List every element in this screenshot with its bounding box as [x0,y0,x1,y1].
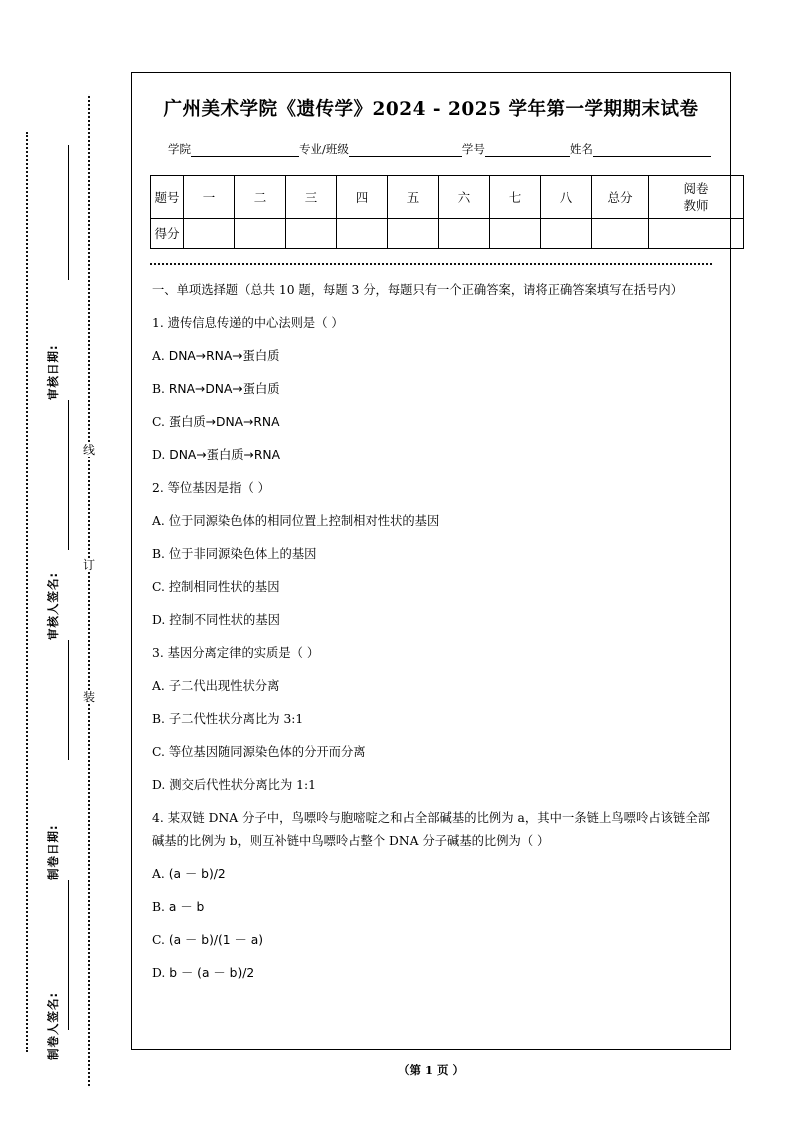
question-1-option-b-text: RNA→DNA→蛋白质 [168,381,280,396]
page-footer: （第 1 页 ） [397,1063,464,1077]
margin-rule-2 [68,400,69,550]
grader-label-line2: 教师 [683,198,709,213]
field-college-input[interactable] [191,144,299,157]
question-4-option-b-label: B. [152,900,165,915]
question-1-option-a-label: A. [152,348,165,363]
table-cell-q2: 二 [235,176,286,219]
question-1-number: 1. [152,315,164,330]
table-cell-q1: 一 [184,176,235,219]
question-1-option-c-label: C. [152,414,165,429]
question-3-option-d-label: D. [152,777,166,792]
table-row-question-numbers [151,176,744,219]
question-4-option-a[interactable] [152,863,710,887]
question-4-stem [152,807,710,855]
question-3-option-d-text: 测交后代性状分离比为 1:1 [169,777,316,792]
score-cell-5[interactable] [388,219,439,249]
table-cell-q6: 六 [439,176,490,219]
question-2-option-a-text: 位于同源染色体的相同位置上控制相对性状的基因 [168,513,440,528]
field-name [570,141,711,157]
reviewer-signature-label: 审核人签名: [46,571,60,640]
page-title: 广州美术学院《遗传学》2024 - 2025 学年第一学期期末试卷 [163,99,699,120]
student-info-line [150,141,712,157]
field-major-class-label: 专业/班级 [299,142,349,156]
question-2-option-c[interactable] [152,576,710,600]
question-3-option-a[interactable] [152,675,710,699]
binding-margin-area [0,0,131,1122]
score-cell-1[interactable] [184,219,235,249]
score-cell-7[interactable] [490,219,541,249]
question-1-option-b[interactable] [152,378,710,402]
row-header-question-number-char1: 题号 [154,189,180,205]
question-1-option-c-text: 蛋白质→DNA→RNA [168,414,280,429]
question-4-option-b-text: a － b [168,900,205,915]
exam-page-frame [131,72,731,1050]
question-1-option-c[interactable] [152,411,710,435]
question-4-option-a-label: A. [152,867,165,882]
table-cell-q5: 五 [388,176,439,219]
outer-dotted-line [26,132,28,1052]
score-cell-8[interactable] [541,219,592,249]
question-3-option-b-text: 子二代性状分离比为 3:1 [168,711,304,726]
question-4-option-d-label: D. [152,966,166,981]
field-student-id-label: 学号 [461,142,485,156]
section-heading: 一、单项选择题（总共 10 题，每题 3 分，每题只有一个正确答案，请将正确答案填写在括号内） [152,283,683,297]
question-2-option-c-text: 控制相同性状的基因 [168,579,280,594]
field-college [168,141,299,157]
question-4-option-d-text: b － (a － b)/2 [169,966,255,981]
question-2-option-b-text: 位于非同源染色体上的基因 [168,546,317,561]
question-3-option-b-label: B. [152,711,165,726]
question-1-option-a[interactable] [152,345,710,369]
question-2-option-d-text: 控制不同性状的基因 [169,612,280,627]
margin-rule-4 [68,880,69,1030]
question-3-number: 3. [152,645,164,660]
question-1-option-d-label: D. [152,447,166,462]
field-student-id-input[interactable] [485,144,570,157]
question-3-option-c[interactable] [152,741,710,765]
table-cell-q4: 四 [337,176,388,219]
inner-dotted-line [88,96,90,1086]
question-4-text: 某双链 DNA 分子中，鸟嘌呤与胞嘧啶之和占全部碱基的比例为 a，其中一条链上鸟嘌呤占该链全部碱基的比例为 b，则互补链中鸟嘌呤占整个 DNA 分子碱基的比例为（ ） [152,810,710,849]
score-cell-2[interactable] [235,219,286,249]
question-2-option-b[interactable] [152,543,710,567]
question-2-option-d[interactable] [152,609,710,633]
question-4-option-c-text: (a － b)/(1 － a) [168,933,264,948]
question-1-option-b-label: B. [152,381,165,396]
question-3-option-c-label: C. [152,744,165,759]
question-2-option-b-label: B. [152,546,165,561]
field-major-class-input[interactable] [349,144,462,157]
question-4-option-b[interactable] [152,896,710,920]
table-cell-q3: 三 [286,176,337,219]
row-header-score [151,219,184,249]
question-1-text: 遗传信息传递的中心法则是（ ） [167,315,344,330]
score-cell-grader[interactable] [649,219,744,249]
question-4-option-a-text: (a － b)/2 [168,867,226,882]
question-3-option-a-text: 子二代出现性状分离 [168,678,280,693]
question-1-stem [152,312,710,336]
question-2-option-a[interactable] [152,510,710,534]
question-2-option-d-label: D. [152,612,166,627]
question-3-option-d[interactable] [152,774,710,798]
field-college-label: 学院 [168,142,191,156]
score-cell-3[interactable] [286,219,337,249]
question-3-option-c-text: 等位基因随同源染色体的分开而分离 [168,744,366,759]
question-3-stem [152,642,710,666]
question-4-option-d[interactable] [152,962,710,986]
seal-char-pack: 装 [82,690,95,704]
table-row-scores [151,219,744,249]
row-header-score-char: 得分 [154,226,180,241]
question-3-option-b[interactable] [152,708,710,732]
field-name-label: 姓名 [569,142,593,156]
table-cell-total-label: 总分 [592,176,649,219]
score-cell-6[interactable] [439,219,490,249]
question-1-option-a-text: DNA→RNA→蛋白质 [168,348,280,363]
score-table [150,175,744,249]
maker-signature-label: 制卷人签名: [46,991,60,1060]
table-cell-grader-label [649,176,744,219]
field-major-class [299,141,462,157]
question-2-text: 等位基因是指（ ） [167,480,270,495]
question-1-option-d[interactable] [152,444,710,468]
question-2-stem [152,477,710,501]
score-cell-4[interactable] [337,219,388,249]
margin-rule-1 [68,145,69,280]
section-divider [150,263,712,265]
question-3-text: 基因分离定律的实质是（ ） [167,645,320,660]
margin-rule-3 [68,640,69,760]
table-cell-q8: 八 [541,176,592,219]
question-4-option-c-label: C. [152,933,165,948]
question-2-number: 2. [152,480,164,495]
question-1-option-d-text: DNA→蛋白质→RNA [169,447,280,462]
score-cell-total[interactable] [592,219,649,249]
question-3-option-a-label: A. [152,678,165,693]
grader-label-line1: 阅卷 [683,181,709,196]
question-2-option-c-label: C. [152,579,165,594]
question-4-option-c[interactable] [152,929,710,953]
maker-date-label: 制卷日期: [46,824,60,880]
seal-char-line: 线 [82,443,95,457]
seal-char-bind: 订 [82,558,95,572]
review-date-label: 审核日期: [46,344,60,400]
question-2-option-a-label: A. [152,513,165,528]
table-cell-q7: 七 [490,176,541,219]
question-body [150,279,712,986]
row-header-question-number [151,176,184,219]
question-4-number: 4. [152,810,164,825]
field-name-input[interactable] [593,144,711,157]
field-student-id [462,141,570,157]
